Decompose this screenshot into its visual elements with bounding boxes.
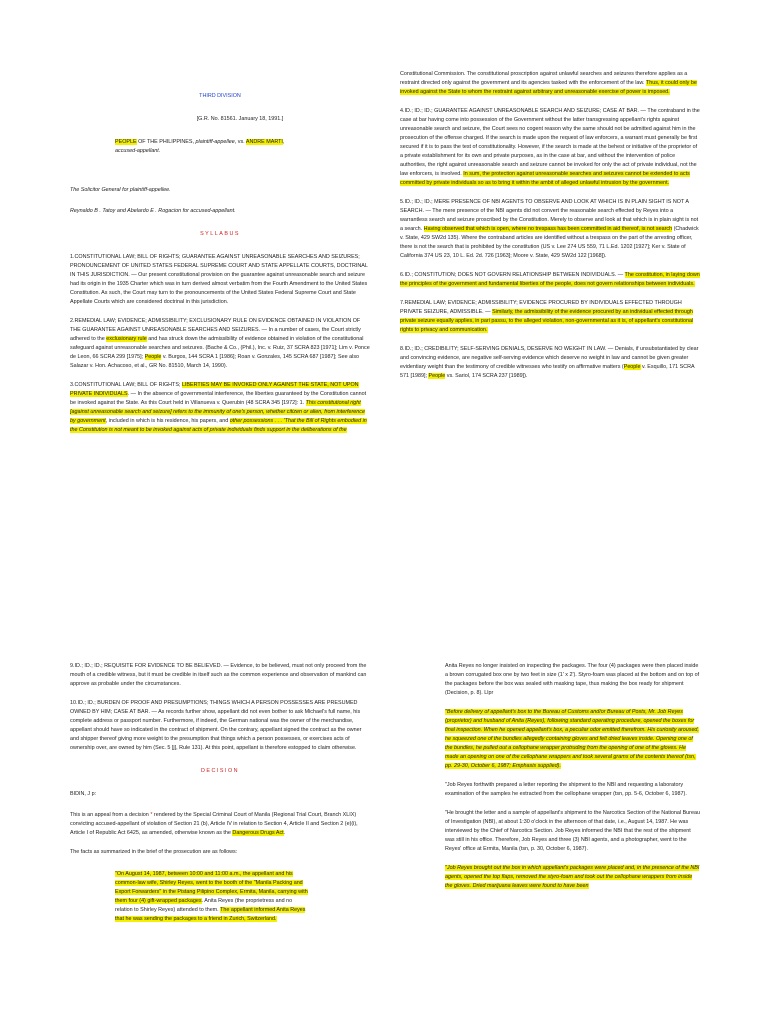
opening-paragraph: This is an appeal from a decision * rendered by the Special Criminal Court of Manila (Regional Trial Court, Branch XLIX) convicting accused-appellant of violation of Section 21 (b), Article IV in relation to Section 4, Article II and Section 2 (e)(i), Article I of Republic Act 6425, as amended, otherwise known as the Dangerous Drugs Act.	[70, 812, 358, 836]
counsel-plaintiff: The Solicitor General for plaintiff-appellee.	[70, 187, 171, 193]
document-page-2	[0, 512, 768, 1024]
facts-para-narcotics: "He brought the letter and a sample of appellant's shipment to the Narcotics Section of the National Bureau of Investigation (NBI), at about 1:30 o'clock in the afternoon of that date, i.e., August 14, 1987. He was interviewed by the Chief of Narcotics Section. Job Reyes informed the NBI that the rest of the shipment was still in his office. Therefore, Job Reyes and three (3) NBI agents, and a photographer, went to the Reyes' office at Ermita, Manila (tsn, p. 30, October 6, 1987).	[445, 810, 700, 852]
facts-para-nbi-letter: "Job Reyes forthwith prepared a letter reporting the shipment to the NBI and requesting a laboratory examination of the samples he extracted from the cellophane wrapper (tsn, pp. 5-6, October 6, 1987).	[445, 782, 687, 797]
syllabus-item-6: 6.ID.; CONSTITUTION; DOES NOT GOVERN RELATIONSHIP BETWEEN INDIVIDUALS. — The constitution, in laying down the principles of the government and fundamental liberties of the people, does not govern relationships between individuals.	[400, 272, 700, 287]
case-number: [G.R. No. 81561. January 18, 1991.]	[196, 116, 284, 122]
page1-left-column	[70, 70, 370, 445]
quoted-facts-1: "On August 14, 1987, between 10:00 and 11:00 a.m., the appellant and his common-law wife, Shirley Reyes, went to the booth of the "Manila Packing and Export Forwarders" in the Pistang Pilipino Complex, Ermita, Manila, carrying with them four (4) gift-wrapped packages. Anita Reyes (the proprietress and no relation to Shirley Reyes) attended to them. The appellant informed Anita Reyes that he was sending the packages to a friend in Zurich, Switzerland.	[115, 871, 308, 922]
syllabus-item-7: 7.REMEDIAL LAW; EVIDENCE; ADMISSIBILITY; EVIDENCE PROCURED BY INDIVIDUALS EFFECTED THROUGH PRIVATE SEIZURE, ADMISSIBLE. — Similarly, the admissibility of the evidence procured by an individual effected through private seizure equally applies, in pari passu, to the alleged violation, non-governmental as it is, of appellant's constitutional rights to privacy and communication.	[400, 300, 694, 333]
syllabus-item-4: 4.ID.; ID.; ID.; GUARANTEE AGAINST UNREASONABLE SEARCH AND SEIZURE; CASE AT BAR. — The contraband in the case at bar having come into possession of the Government without the latter transgressing appellant's rights against unreasonable search and seizure, the Court sees no cogent reason why the same should not be admitted against him in the prosecution of the offense charged. If the search is made upon the request of law enforcers, a warrant must generally be first secured if it is to pass the test of constitutionality. However, if the search is made at the behest or initiative of the proprietor of a private establishment for its own and private purposes, as in the case at bar, and without the intervention of police authorities, the right against unreasonable search and seizure cannot be invoked for only the act of private individual, not the law enforcers, is involved. In sum, the protection against unreasonable searches and seizures cannot be extended to acts committed by private individuals so as to bring it within the ambit of alleged unlawful intrusion by the government.	[400, 108, 700, 186]
footnote-marker[interactable]: *	[150, 812, 153, 818]
syllabus-item-1: 1.CONSTITUTIONAL LAW; BILL OF RIGHTS; GUARANTEE AGAINST UNREASONABLE SEARCHES AND SEIZURES; PRONOUNCEMENT OF UNITED STATES FEDERAL SUPREME COURT AND STATE APPELLATE COURTS, DOCTRINAL IN THIS JURISDICTION. — Our present constitutional provision on the guarantee against unreasonable search and seizure had its origin in the 1935 Charter which was in turn derived almost verbatim from the Fourth Amendment to the United States Constitution. As such, the Court may turn to the pronouncements of the United States Federal Supreme Court and State Appellate Courts which are considered doctrinal in this jurisdiction.	[70, 254, 368, 305]
people-highlight: PEOPLE	[115, 139, 137, 145]
decision-heading: DECISION	[200, 768, 240, 774]
syllabus-item-8: 8.ID.; ID.; CREDIBILITY; SELF-SERVING DENIALS, DESERVE NO WEIGHT IN LAW. — Denials, if unsubstantiated by clear and convincing evidence, are negative self-serving evidence which deserve no weight in law and cannot be given greater evidentiary weight than the testimony of credible witnesses who testify on affirmative matters (People v. Esquillo, 171 SCRA 571 [1989]; People vs. Sariol, 174 SCRA 237 [1989]).	[400, 346, 699, 379]
counsel-accused: Reynaldo B . Tatoy and Abelardo E . Rogacion for accused-appellant.	[70, 208, 236, 214]
accused-highlight: ANDRE MARTI	[245, 139, 283, 145]
page2-right-column	[445, 662, 700, 901]
facts-para-anita: Anita Reyes no longer insisted on inspecting the packages. The four (4) packages were then placed inside a brown corrugated box one by two feet in size (1' x 2'). Styro-foam was placed at the bottom and on top of the packages before the box was sealed with masking tape, thus making the box ready for shipment (Decision, p. 8). Llpr	[445, 663, 700, 696]
syllabus-item-3: 3.CONSTITUTIONAL LAW; BILL OF RIGHTS; LIBERTIES MAY BE INVOKED ONLY AGAINST THE STATE, NOT UPON PRIVATE INDIVIDUALS. — In the absence of governmental interference, the liberties guaranteed by the Constitution cannot be invoked against the State. As this Court held in Villanueva v. Querubin (48 SCRA 345 [1972]: 1. This constitutional right [against unreasonable search and seizure] refers to the immunity of one's person, whether citizen or alien, from interference by government, included in which is his residence, his papers, and other possessions . . . 'That the Bill of Rights embodied in the Constitution is not meant to be invoked against acts of private individuals finds support in the deliberations of the	[70, 382, 367, 433]
syllabus-item-3-cont: Constitutional Commission. The constitutional proscription against unlawful searches and seizures therefore applies as a restraint directed only against the government and its agencies tasked with the enforcement of the law. Thus, it could only be invoked against the State to whom the restraint against arbitrary and unreasonable exercise of power is imposed.	[400, 71, 697, 95]
facts-intro: The facts as summarized in the brief of the prosecution are as follows:	[70, 849, 238, 855]
syllabus-heading: SYLLABUS	[200, 231, 240, 237]
syllabus-item-5: 5.ID.; ID.; ID.; MERE PRESENCE OF NBI AGENTS TO OBSERVE AND LOOK AT WHICH IS IN PLAIN SIGHT IS NOT A SEARCH. — The mere presence of the NBI agents did not convert the reasonable search effected by Reyes into a warrantless search and seizure proscribed by the Constitution. Merely to observe and look at that which is in plain sight is not a search. Having observed that which is open, where no trespass has been committed in aid thereof, is not search (Chadwick v. State, 429 SW2d 135). Where the contraband articles are identified without a trespass on the part of the arresting officer, there is not the search that is prohibited by the constitution (US v. Lee 274 US 559, 71 L.Ed. 1202 [1927]; Ker v. State of California 374 US 23, 10 L. Ed. 2d. 726 [1963]; Moore v. State, 429 SW2d 122 [1968]).	[400, 199, 699, 259]
quoted-facts-2: "Before delivery of appellant's box to the Bureau of Customs and/or Bureau of Posts, Mr. Job Reyes (proprietor) and husband of Anita (Reyes), following standard operating procedure, opened the boxes for final inspection. When he opened appellant's box, a peculiar odor emitted therefrom. His curiosity aroused, he squeezed one of the bundles allegedly containing gloves and felt dried leaves inside. Opening one of the bundles, he pulled out a cellophane wrapper protruding from the opening of one of the gloves. He made an opening on one of the cellophane wrappers and took several grams of the contents thereof (tsn, pp. 29-30, October 6, 1987; Emphasis supplied).	[445, 709, 699, 769]
quoted-facts-3: "Job Reyes brought out the box in which appellant's packages were placed and, in the presence of the NBI agents, opened the top flaps, removed the styro-foam and took out the cellophane wrappers from inside the gloves. Dried marijuana leaves were found to have been	[445, 865, 700, 889]
case-parties: PEOPLE OF THE PHILIPPINES, plaintiff-appellee, vs. ANDRE MARTI, accused-appellant.	[115, 139, 285, 154]
page1-right-column	[400, 70, 700, 391]
page2-left-column	[70, 662, 370, 934]
syllabus-item-9: 9.ID.; ID.; ID.; REQUISITE FOR EVIDENCE TO BE BELIEVED. — Evidence, to be believed, must not only proceed from the mouth of a credible witness, but it must be credible in itself such as the common experience and observation of mankind can approve as probable under the circumstances.	[70, 663, 367, 687]
division-heading: THIRD DIVISION	[199, 93, 241, 99]
ponente: BIDIN, J p:	[70, 791, 97, 797]
syllabus-item-2: 2.REMEDIAL LAW; EVIDENCE; ADMISSIBILITY; EXCLUSIONARY RULE ON EVIDENCE OBTAINED IN VIOLATION OF THE GUARANTEE AGAINST UNREASONABLE SEARCHES AND SEIZURES. — In a number of cases, the Court strictly adhered to the exclusionary rule and has struck down the admissibility of evidence obtained in violation of the constitutional safeguard against unreasonable searches and seizures. (Bache & Co., (Phil.), Inc. v. Ruiz, 37 SCRA 823 [1971]; Lim v. Ponce de Leon, 66 SCRA 299 [1975]; People v. Burgos, 144 SCRA 1 [1986]; Roan v. Gonzales, 145 SCRA 687 [1987]; See also Salazar v. Hon. Achacoso, et al., GR No. 81510, March 14, 1990).	[70, 318, 370, 369]
syllabus-item-10: 10.ID.; ID.; BURDEN OF PROOF AND PRESUMPTIONS; THINGS WHICH A PERSON POSSESSES ARE PRESUMED OWNED BY HIM; CASE AT BAR. — As records further show, appellant did not even bother to ask Michael's full name, his complete address or passport number. Furthermore, if indeed, the German national was the owner of the merchandise, appellant should have so indicated in the contract of shipment. On the contrary, appellant signed the contract as the owner and shipper thereof giving more weight to the presumption that things which a person possesses, or exercises acts of ownership over, are owned by him (Sec. 5 [j], Rule 131). At this point, appellant is therefore estopped to claim otherwise.	[70, 700, 362, 751]
